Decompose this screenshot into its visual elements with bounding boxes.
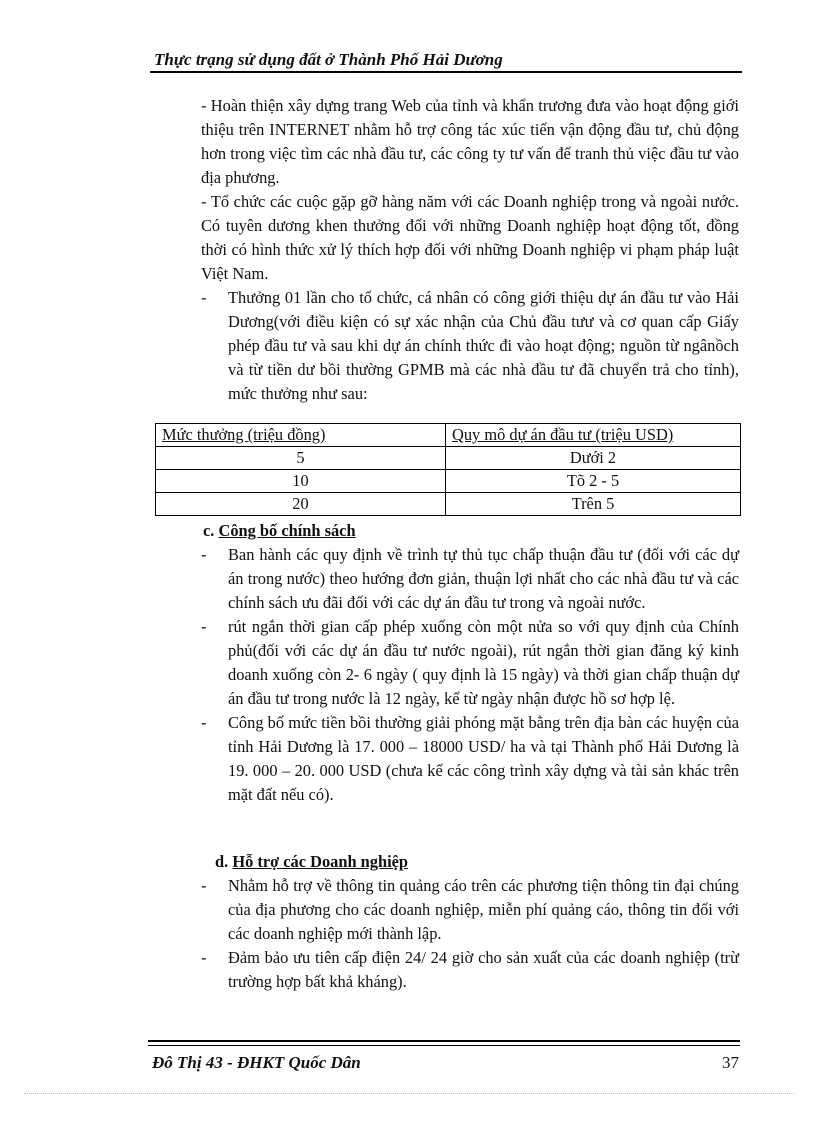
list-item-text: Ban hành các quy định về trình tự thủ tục chấp thuận đầu tư (đối với các dự án trong nước) theo hướng đơn giản, thuận lợi nhất cho các nhà đầu tư và các chính sách ưu đãi đối với các dự án đầu tư trong và ngoài nước. [228,545,739,612]
footer-institution: Đô Thị 43 - ĐHKT Quốc Dân [152,1053,361,1072]
table-cell: Dưới 2 [446,447,741,470]
list-item [201,874,739,946]
bullet-dash: - [201,545,207,564]
section-c-title: Công bố chính sách [218,521,356,540]
section-d-title: Hỗ trợ các Doanh nghiệp [232,852,409,871]
table-cell: Trên 5 [446,493,741,516]
bullet-dash: - [201,876,207,895]
table-header-row [156,424,741,447]
intro-paragraph: - Tổ chức các cuộc gặp gỡ hàng năm với các Doanh nghiệp trong và ngoài nước. Có tuyên dương khen thưởng đối với những Doanh nghiệp hoạt động tốt, đồng thời có hình thức xử lý thích hợp đối với những Doanh nghiệp vi phạm pháp luật Việt Nam. [201,192,739,283]
section-c-heading [203,521,356,541]
list-item [201,946,739,994]
list-item-text: Nhằm hỗ trợ về thông tin quảng cáo trên các phương tiện thông tin đại chúng của địa phương cho các doanh nghiệp, miễn phí quảng cáo, thông tin đối với các doanh nghiệp mới thành lập. [228,876,739,943]
header-rule [150,71,742,73]
bullet-dash: - [201,713,207,732]
bullet-dash: - [201,617,207,636]
reward-table [155,423,741,516]
table-header-cell: Mức thưởng (triệu đồng) [156,424,446,447]
reward-bullet [201,286,739,406]
table-header-cell: Quy mô dự án đầu tư (triệu USD) [446,424,741,447]
list-item-text: Công bố mức tiền bồi thường giải phóng mặt bằng trên địa bàn các huyện của tỉnh Hải Dương là 17. 000 – 18000 USD/ ha và tại Thành phố Hải Dương là 19. 000 – 20. 000 USD (chưa kể các công trình xây dựng và tài sản khác trên mặt đất nếu có). [228,713,739,804]
list-item [201,615,739,711]
list-item-text: rút ngắn thời gian cấp phép xuống còn một nửa so với quy định của Chính phủ(đối với các dự án đầu tư nước ngoài), rút ngắn thời gian đăng ký kinh doanh xuống còn 2- 6 ngày ( quy định là 15 ngày) và thời gian chấp thuận dự án đầu tư trong nước là 12 ngày, kể từ ngày nhận được hồ sơ hợp lệ. [228,617,739,708]
section-d-body [201,874,739,994]
table-cell: 20 [156,493,446,516]
bullet-dash: - [201,288,207,307]
table-cell: 5 [156,447,446,470]
list-item-text: Đảm bảo ưu tiên cấp điện 24/ 24 giờ cho sản xuất của các doanh nghiệp (trừ trường hợp bất khả kháng). [228,948,739,991]
footer-rule-thin [148,1045,740,1046]
list-item [201,543,739,615]
footer-rule-thick [148,1040,740,1042]
table-row [156,447,741,470]
table-row [156,493,741,516]
reward-bullet-text: Thưởng 01 lần cho tổ chức, cá nhân có công giới thiệu dự án đầu tư vào Hải Dương(với điều kiện có sự xác nhận của Chủ đầu tưư và cơ quan cấp Giấy phép đầu tư và sau khi dự án chính thức đi vào hoạt động; nguồn từ ngânồch và từ tiền dư bồi thường GPMB mà các nhà đầu tư đã chuyển trả cho tỉnh), mức thưởng như sau: [228,288,739,403]
running-header-title: Thực trạng sử dụng đất ở Thành Phố Hải Dương [154,50,503,69]
page-number: 37 [722,1053,739,1072]
section-c-body [201,543,739,807]
table-row [156,470,741,493]
table-cell: Tõ 2 - 5 [446,470,741,493]
list-item [201,711,739,807]
bullet-dash: - [201,948,207,967]
table-cell: 10 [156,470,446,493]
intro-content [201,94,739,406]
section-c-letter: c. [203,521,215,540]
section-d-heading [215,852,408,872]
intro-paragraph: - Hoàn thiện xây dựng trang Web của tỉnh và khẩn trương đưa vào hoạt động giới thiệu trên INTERNET nhằm hỗ trợ công tác xúc tiến vận động đầu tư, chủ động hơn trong việc tìm các nhà đầu tư, các công ty tư vấn để tranh thủ việc đầu tư vào địa phương. [201,96,739,187]
section-d-letter: d. [215,852,229,871]
page-bottom-border [24,1093,794,1094]
